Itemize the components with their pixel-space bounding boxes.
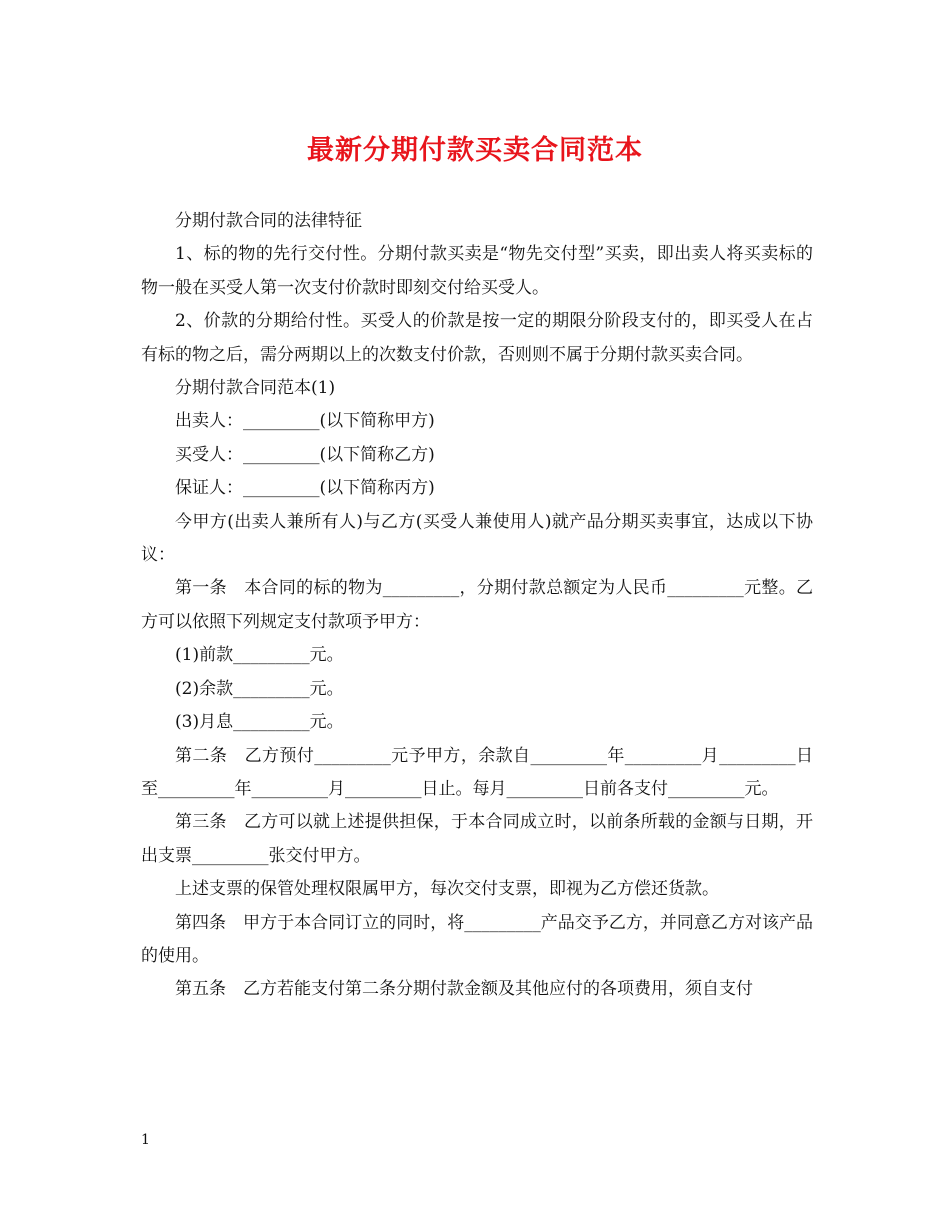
guarantor-line: 保证人：_________(以下简称丙方) — [175, 478, 435, 499]
clause-item: (2)余款_________元。 — [175, 678, 344, 699]
clause-4: 第四条 甲方于本合同订立的同时，将_________产品交予乙方，并同意乙方对该产品的使用。 — [141, 912, 813, 966]
section-heading: 分期付款合同的法律特征 — [175, 211, 362, 231]
buyer-line: 买受人：_________(以下简称乙方) — [175, 444, 435, 465]
seller-line: 出卖人：_________(以下简称甲方) — [175, 411, 435, 432]
clause-3: 第三条 乙方可以就上述提供担保，于本合同成立时，以前条所载的金额与日期，开出支票_________张交付甲方。 — [141, 812, 813, 866]
clause-item: (3)月息_________元。 — [175, 712, 344, 733]
template-heading: 分期付款合同范本(1) — [175, 378, 336, 399]
document-title: 最新分期付款买卖合同范本 — [307, 135, 643, 166]
paragraph: 2、价款的分期给付性。买受人的价款是按一定的期限分阶段支付的，即买受人在占有标的物之后，需分两期以上的次数支付价款，否则则不属于分期付款买卖合同。 — [141, 311, 813, 365]
clause-1: 第一条 本合同的标的物为_________，分期付款总额定为人民币_________元整。乙方可以依照下列规定支付款项予甲方： — [141, 578, 813, 632]
page-number: 1 — [141, 1132, 150, 1148]
paragraph: 今甲方(出卖人兼所有人)与乙方(买受人兼使用人)就产品分期买卖事宜，达成以下协议： — [141, 511, 813, 566]
clause-item: (1)前款_________元。 — [175, 645, 344, 666]
document-body — [141, 205, 813, 1007]
paragraph: 1、标的物的先行交付性。分期付款买卖是“物先交付型”买卖，即出卖人将买卖标的物一般在买受人第一次支付价款时即刻交付给买受人。 — [141, 244, 813, 298]
clause-2: 第二条 乙方预付_________元予甲方，余款自_________年_________月_________日至_________年_________月_________日止。每月_________日前各支付_________元。 — [141, 745, 813, 799]
clause-5: 第五条 乙方若能支付第二条分期付款金额及其他应付的各项费用，须自支付 — [175, 979, 753, 1000]
paragraph: 上述支票的保管处理权限属甲方，每次交付支票，即视为乙方偿还货款。 — [175, 879, 719, 900]
